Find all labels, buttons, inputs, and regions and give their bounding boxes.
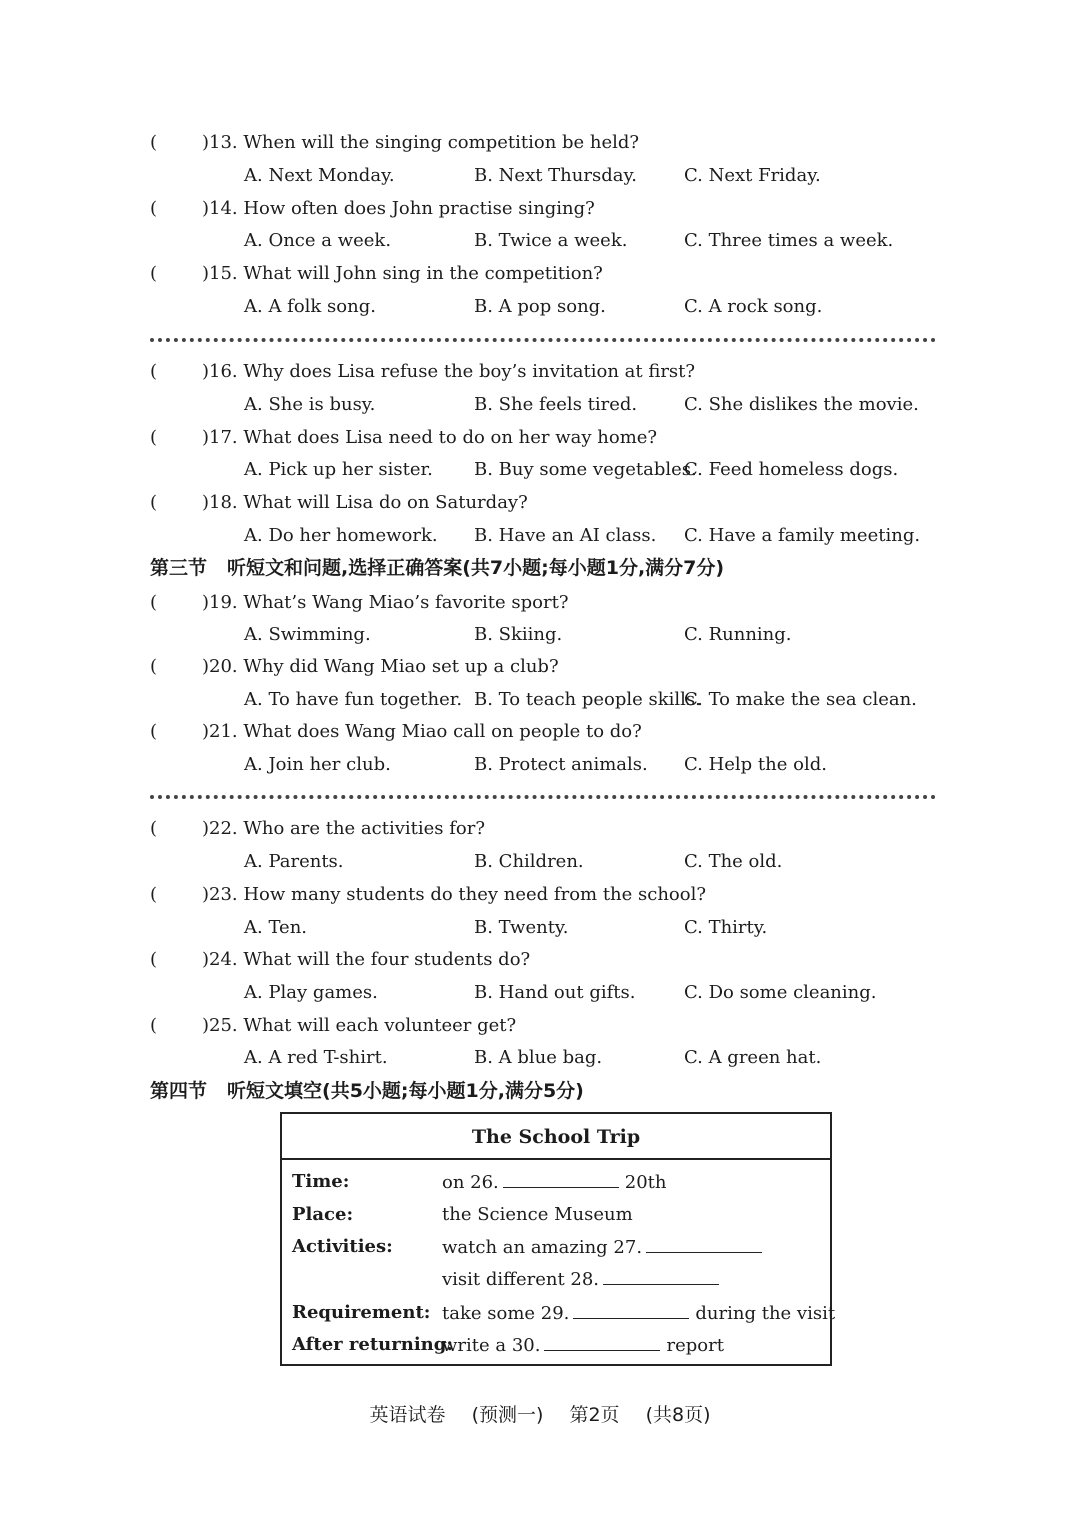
answer-paren-open: ( — [150, 949, 158, 970]
answer-paren-close: ) — [202, 361, 210, 382]
place-value: the Science Museum — [442, 1204, 633, 1225]
options-row — [0, 521, 1080, 551]
dotted-divider — [150, 338, 936, 342]
question-number: 13 — [209, 132, 232, 153]
question-text: 18. What will Lisa do on Saturday? — [209, 492, 528, 513]
answer-paren-open: ( — [150, 656, 158, 677]
section-heading — [150, 1076, 584, 1106]
after-returning-content — [442, 1330, 724, 1361]
options-row — [0, 161, 1080, 191]
requirement-prefix: take some 29. — [442, 1303, 570, 1324]
question-number: 19 — [209, 592, 232, 613]
activity-2-prefix: visit different 28. — [442, 1269, 600, 1290]
question-stem — [150, 588, 950, 618]
activities-label: Activities: — [292, 1236, 393, 1257]
options-row — [0, 226, 1080, 256]
option-c: C. A rock song. — [684, 296, 823, 317]
question-stem — [150, 423, 950, 453]
options-row — [0, 750, 1080, 780]
option-b: B. A pop song. — [474, 296, 606, 317]
options-row — [0, 913, 1080, 943]
answer-paren-open: ( — [150, 132, 158, 153]
after-returning-label: After returning: — [292, 1334, 453, 1355]
question-body: What does Lisa need to do on her way home? — [243, 427, 658, 448]
answer-paren-close: ) — [202, 198, 210, 219]
answer-paren-close: ) — [202, 492, 210, 513]
answer-paren-open: ( — [150, 721, 158, 742]
option-c: C. Three times a week. — [684, 230, 894, 251]
option-c: C. Thirty. — [684, 917, 768, 938]
option-a: A. Swimming. — [244, 624, 371, 645]
activity-1 — [442, 1232, 768, 1263]
section-label: 第三节 — [150, 557, 208, 579]
answer-paren-open: ( — [150, 1015, 158, 1036]
options-row — [0, 455, 1080, 485]
option-a: A. Ten. — [244, 917, 308, 938]
option-a: A. To have fun together. — [244, 689, 463, 710]
blank-27[interactable] — [646, 1232, 762, 1253]
question-number: 15 — [209, 263, 232, 284]
question-stem — [150, 945, 950, 975]
answer-paren-open: ( — [150, 361, 158, 382]
options-row — [0, 1043, 1080, 1073]
trip-row-activity-2 — [282, 1264, 830, 1294]
blank-30[interactable] — [544, 1330, 660, 1351]
question-number: 18 — [209, 492, 232, 513]
answer-paren-close: ) — [202, 818, 210, 839]
answer-paren-close: ) — [202, 427, 210, 448]
footer-page: 第2页 — [569, 1404, 620, 1426]
option-b: B. Children. — [474, 851, 584, 872]
question-body: What’s Wang Miao’s favorite sport? — [243, 592, 569, 613]
question-stem — [150, 880, 950, 910]
option-c: C. Do some cleaning. — [684, 982, 877, 1003]
question-number: 21 — [209, 721, 232, 742]
time-label: Time: — [292, 1171, 350, 1192]
question-number: 16 — [209, 361, 232, 382]
options-row — [0, 292, 1080, 322]
question-stem — [150, 814, 950, 844]
options-row — [0, 390, 1080, 420]
footer-total: (共8页) — [645, 1404, 711, 1426]
question-text: 17. What does Lisa need to do on her way home? — [209, 427, 658, 448]
blank-26[interactable] — [503, 1167, 619, 1188]
section-title: 听短文和问题,选择正确答案(共7小题;每小题1分,满分7分) — [227, 557, 725, 579]
question-body: What does Wang Miao call on people to do? — [243, 721, 642, 742]
time-prefix: on 26. — [442, 1172, 499, 1193]
option-b: B. Hand out gifts. — [474, 982, 636, 1003]
question-number: 22 — [209, 818, 232, 839]
option-b: B. Twice a week. — [474, 230, 628, 251]
question-number: 20 — [209, 656, 232, 677]
question-body: What will each volunteer get? — [243, 1015, 517, 1036]
option-c: C. The old. — [684, 851, 783, 872]
option-c: C. Have a family meeting. — [684, 525, 921, 546]
option-c: C. A green hat. — [684, 1047, 822, 1068]
option-c: C. Next Friday. — [684, 165, 821, 186]
answer-paren-open: ( — [150, 592, 158, 613]
answer-paren-close: ) — [202, 721, 210, 742]
options-row — [0, 620, 1080, 650]
dotted-divider — [150, 795, 936, 799]
answer-paren-close: ) — [202, 263, 210, 284]
option-b: B. Skiing. — [474, 624, 563, 645]
answer-paren-open: ( — [150, 427, 158, 448]
answer-paren-open: ( — [150, 492, 158, 513]
option-b: B. A blue bag. — [474, 1047, 603, 1068]
trip-row-requirement — [282, 1298, 836, 1328]
question-body: When will the singing competition be held? — [243, 132, 640, 153]
answer-paren-close: ) — [202, 884, 210, 905]
answer-paren-open: ( — [150, 263, 158, 284]
answer-paren-close: ) — [202, 132, 210, 153]
question-text: 19. What’s Wang Miao’s favorite sport? — [209, 592, 569, 613]
requirement-label: Requirement: — [292, 1302, 431, 1323]
option-a: A. Join her club. — [244, 754, 391, 775]
option-b: B. To teach people skills. — [474, 689, 701, 710]
time-content — [442, 1167, 667, 1198]
option-c: C. To make the sea clean. — [684, 689, 917, 710]
answer-paren-close: ) — [202, 949, 210, 970]
section-label: 第四节 — [150, 1080, 208, 1102]
option-c: C. Running. — [684, 624, 792, 645]
question-number: 23 — [209, 884, 232, 905]
question-stem — [150, 1011, 950, 1041]
question-number: 25 — [209, 1015, 232, 1036]
question-body: Why did Wang Miao set up a club? — [243, 656, 559, 677]
option-a: A. She is busy. — [244, 394, 376, 415]
question-text: 15. What will John sing in the competition? — [209, 263, 603, 284]
page-footer — [0, 1400, 1080, 1430]
option-a: A. Do her homework. — [244, 525, 438, 546]
activity-2 — [442, 1264, 725, 1295]
options-row — [0, 685, 1080, 715]
answer-paren-open: ( — [150, 884, 158, 905]
option-c: C. Help the old. — [684, 754, 827, 775]
requirement-content — [442, 1298, 835, 1329]
question-text: 16. Why does Lisa refuse the boy’s invitation at first? — [209, 361, 696, 382]
option-a: A. Pick up her sister. — [244, 459, 433, 480]
question-stem — [150, 259, 950, 289]
question-text: 20. Why did Wang Miao set up a club? — [209, 656, 559, 677]
option-b: B. Next Thursday. — [474, 165, 637, 186]
option-b: B. Twenty. — [474, 917, 569, 938]
time-suffix: 20th — [624, 1172, 667, 1193]
question-text: 21. What does Wang Miao call on people to do? — [209, 721, 642, 742]
options-row — [0, 978, 1080, 1008]
option-a: A. A red T-shirt. — [244, 1047, 388, 1068]
trip-row-activities — [282, 1232, 830, 1262]
options-row — [0, 847, 1080, 877]
question-number: 24 — [209, 949, 232, 970]
option-b: B. She feels tired. — [474, 394, 638, 415]
question-body: What will the four students do? — [243, 949, 531, 970]
after-returning-prefix: write a 30. — [442, 1335, 541, 1356]
question-stem — [150, 128, 950, 158]
question-body: What will John sing in the competition? — [243, 263, 603, 284]
option-a: A. Once a week. — [244, 230, 392, 251]
option-c: C. Feed homeless dogs. — [684, 459, 899, 480]
answer-paren-close: ) — [202, 656, 210, 677]
activity-1-prefix: watch an amazing 27. — [442, 1237, 643, 1258]
question-number: 14 — [209, 198, 232, 219]
trip-row-after-returning — [282, 1330, 830, 1360]
question-body: What will Lisa do on Saturday? — [243, 492, 528, 513]
question-body: Why does Lisa refuse the boy’s invitation at first? — [243, 361, 696, 382]
section-title: 听短文填空(共5小题;每小题1分,满分5分) — [227, 1080, 584, 1102]
option-b: B. Have an AI class. — [474, 525, 657, 546]
school-trip-title: The School Trip — [282, 1114, 830, 1160]
place-label: Place: — [292, 1204, 354, 1225]
option-b: B. Buy some vegetables. — [474, 459, 697, 480]
option-b: B. Protect animals. — [474, 754, 648, 775]
requirement-suffix: during the visit — [695, 1303, 836, 1324]
footer-subject: 英语试卷 — [369, 1404, 446, 1426]
question-body: How many students do they need from the school? — [243, 884, 707, 905]
trip-row-place — [282, 1200, 830, 1230]
question-text: 22. Who are the activities for? — [209, 818, 486, 839]
question-stem — [150, 652, 950, 682]
option-c: C. She dislikes the movie. — [684, 394, 919, 415]
question-body: Who are the activities for? — [243, 818, 486, 839]
blank-28[interactable] — [603, 1264, 719, 1285]
question-stem — [150, 488, 950, 518]
question-text: 13. When will the singing competition be held? — [209, 132, 640, 153]
school-trip-table — [280, 1112, 836, 1366]
answer-paren-open: ( — [150, 198, 158, 219]
question-stem — [150, 194, 950, 224]
question-text: 23. How many students do they need from the school? — [209, 884, 707, 905]
answer-paren-open: ( — [150, 818, 158, 839]
answer-paren-close: ) — [202, 1015, 210, 1036]
question-stem — [150, 717, 950, 747]
question-text: 14. How often does John practise singing? — [209, 198, 595, 219]
option-a: A. Play games. — [244, 982, 378, 1003]
question-body: How often does John practise singing? — [243, 198, 595, 219]
question-text: 24. What will the four students do? — [209, 949, 531, 970]
question-number: 17 — [209, 427, 232, 448]
option-a: A. A folk song. — [244, 296, 376, 317]
after-returning-suffix: report — [666, 1335, 724, 1356]
question-stem — [150, 357, 950, 387]
option-a: A. Next Monday. — [244, 165, 395, 186]
footer-edition: (预测一) — [471, 1404, 544, 1426]
section-heading — [150, 553, 724, 583]
blank-29[interactable] — [573, 1298, 689, 1319]
option-a: A. Parents. — [244, 851, 344, 872]
trip-row-time — [282, 1167, 830, 1197]
answer-paren-close: ) — [202, 592, 210, 613]
question-text: 25. What will each volunteer get? — [209, 1015, 517, 1036]
